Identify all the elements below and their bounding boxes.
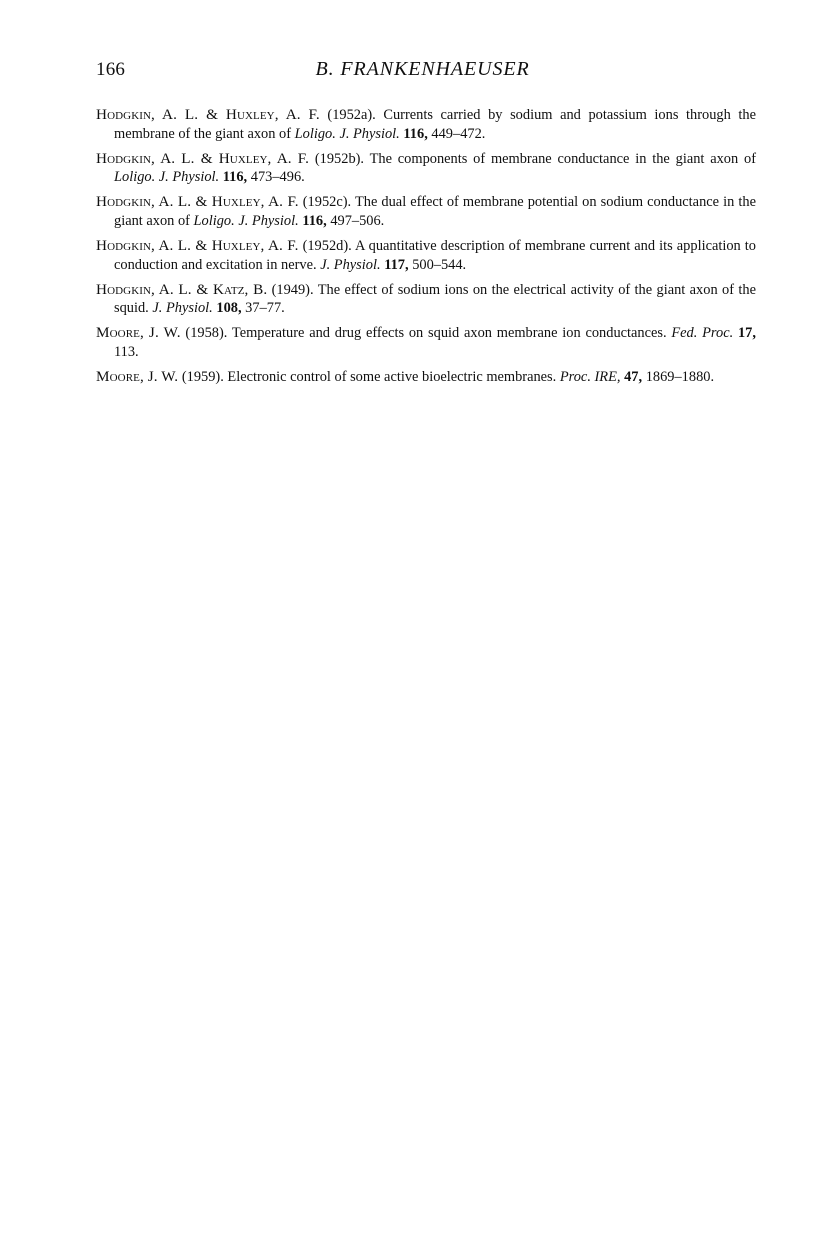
reference-year: (1959). <box>181 369 224 386</box>
reference-pages: 473–496. <box>250 169 305 186</box>
page-content <box>96 58 756 392</box>
reference-title: Temperature and drug effects on squid axon membrane ion conductances. <box>231 325 667 342</box>
reference-journal: J. Physiol. <box>320 256 381 273</box>
page-number: 166 <box>96 59 126 80</box>
reference-volume: 108, <box>216 300 242 317</box>
reference-entry <box>96 192 756 230</box>
reference-entry <box>96 280 756 318</box>
reference-year: (1952a). <box>327 107 376 123</box>
reference-year: (1958). <box>185 325 228 342</box>
reference-title: The dual effect of membrane potential on sodium conductance in the giant axon of <box>114 194 756 229</box>
reference-pages: 497–506. <box>330 212 385 229</box>
reference-list <box>96 105 756 387</box>
reference-entry <box>96 236 756 274</box>
reference-journal: J. Physiol. <box>158 169 220 186</box>
reference-title: A quantitative description of membrane current and its application to conduction and excitation in nerve. <box>114 238 756 273</box>
reference-year: (1952b). <box>314 150 365 167</box>
running-title: B. FRANKENHAEUSER <box>315 58 530 80</box>
reference-authors: Hodgkin, A. L. & Huxley, A. F. <box>96 193 299 211</box>
reference-source-italic: Loligo. <box>193 212 235 229</box>
reference-pages: 500–544. <box>412 256 467 273</box>
reference-title: Currents carried by sodium and potassium ions through the membrane of the giant axon of <box>114 107 756 142</box>
reference-volume: 47, <box>624 369 643 386</box>
reference-journal: J. Physiol. <box>152 300 213 317</box>
reference-journal: J. Physiol. <box>339 125 400 142</box>
reference-volume: 116, <box>222 169 248 186</box>
reference-volume: 117, <box>384 256 409 273</box>
reference-title: Electronic control of some active bioelectric membranes. <box>227 369 557 386</box>
reference-source-italic: Loligo. <box>114 169 156 186</box>
reference-source-italic: Loligo. <box>294 125 336 142</box>
reference-journal: J. Physiol. <box>238 212 299 229</box>
reference-authors: Hodgkin, A. L. & Katz, B. <box>96 280 268 298</box>
reference-year: (1952c). <box>302 194 352 211</box>
reference-pages: 449–472. <box>431 125 486 142</box>
reference-title: The effect of sodium ions on the electrical activity of the giant axon of the squid. <box>114 281 756 317</box>
reference-volume: 17, <box>737 325 756 342</box>
reference-journal: Fed. Proc. <box>671 325 734 342</box>
reference-authors: Hodgkin, A. L. & Huxley, A. F. <box>96 106 320 123</box>
reference-entry <box>96 149 756 187</box>
reference-volume: 116, <box>403 125 428 142</box>
reference-year: (1949). <box>271 281 314 298</box>
reference-volume: 116, <box>302 212 327 229</box>
reference-title: The components of membrane conductance in the giant axon of <box>369 150 757 167</box>
reference-authors: Hodgkin, A. L. & Huxley, A. F. <box>96 149 310 167</box>
reference-entry <box>96 367 756 387</box>
reference-authors: Moore, J. W. <box>96 324 181 342</box>
reference-entry <box>96 323 756 361</box>
reference-journal: Proc. IRE, <box>559 369 621 386</box>
reference-year: (1952d). <box>302 238 352 255</box>
reference-pages: 37–77. <box>245 300 285 317</box>
page-header <box>96 58 756 81</box>
reference-authors: Hodgkin, A. L. & Huxley, A. F. <box>96 237 299 255</box>
reference-pages: 1869–1880. <box>645 369 715 386</box>
reference-pages: 113. <box>114 344 139 361</box>
reference-entry <box>96 105 756 143</box>
reference-authors: Moore, J. W. <box>96 368 179 386</box>
